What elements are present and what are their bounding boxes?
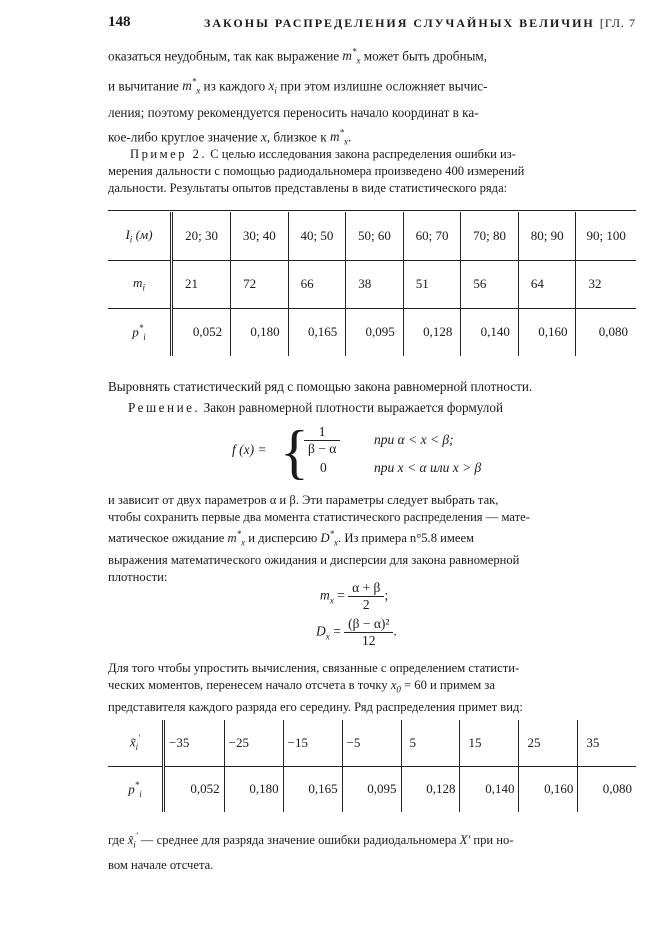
probability-cell: 0,080 (576, 308, 636, 356)
interval-cell: 40; 50 (288, 212, 346, 260)
interval-cell: 30; 40 (231, 212, 289, 260)
table-row (108, 260, 636, 308)
interval-cell: 20; 30 (172, 212, 231, 260)
midpoint-cell: 35 (578, 720, 636, 766)
probability-cell: 0,165 (288, 308, 346, 356)
table1-top-rule (108, 210, 636, 211)
midpoint-cell: 25 (519, 720, 578, 766)
frequency-cell: 72 (231, 260, 289, 308)
example-label: Пример 2. (130, 147, 208, 161)
task-paragraph: Выровнять статистический ряд с помощью закона равномерной плотности. Решение. Закон равномерной плотности выражается формулой (108, 379, 533, 415)
probability-cell: 0,165 (283, 766, 342, 812)
parameters-paragraph: и зависит от двух параметров α и β. Эти параметры следует выбрать так, чтобы сохранить первые два момента статистического распределения — мате- матическое ожидание $m^*_x$ и дисперсию $D^*_x$. Из примера n°5.8 имеем выражения математического ожидания и дисперсии для закона равномерной плотности: (108, 493, 530, 584)
statistical-series-table (108, 212, 636, 356)
probability-cell: 0,128 (403, 308, 461, 356)
intro-paragraph: оказаться неудобным, так как выражение $m^*_x$ может быть дробным, и вычитание $m^*_x$ из каждого $x_i$ при этом излишне осложняет вычис- ления; поэтому рекомендуется переносить начало координат в ка- кое-либо круглое значение x, близкое к $m^*_x$. (108, 47, 488, 148)
variance-formula: $D_x$ = $\frac{\text{(β − α)²}}{12}$ . (316, 616, 397, 648)
frequency-cell: 66 (288, 260, 346, 308)
frequency-cell: 64 (518, 260, 576, 308)
probability-cell: 0,140 (461, 308, 519, 356)
midpoint-cell: −35 (164, 720, 225, 766)
probability-cell: 0,128 (401, 766, 460, 812)
midpoint-cell: −25 (224, 720, 283, 766)
chapter-marker: [ГЛ. 7 (599, 16, 636, 30)
fraction: $\frac{1}{\beta - \alpha}$ (304, 424, 340, 457)
probability-cell: 0,180 (224, 766, 283, 812)
density-formula: f (x) = { $\frac{1}{\beta - \alpha}$ при α < x < β; 0 при x < α или x > β (232, 419, 482, 485)
probability-cell: 0,160 (519, 766, 578, 812)
page-header (108, 14, 636, 36)
frequency-cell: 51 (403, 260, 461, 308)
interval-cell: 80; 90 (518, 212, 576, 260)
interval-cell: 90; 100 (576, 212, 636, 260)
brace-symbol: { (280, 419, 309, 485)
midpoint-cell: −15 (283, 720, 342, 766)
probability-cell: 0,095 (346, 308, 404, 356)
running-title: ЗАКОНЫ РАСПРЕДЕЛЕНИЯ СЛУЧАЙНЫХ ВЕЛИЧИН (204, 16, 595, 30)
table-row (108, 308, 636, 356)
row-head-relative-frequency: $p^*_i$ (128, 779, 142, 799)
frequency-cell: 32 (576, 260, 636, 308)
probability-cell: 0,160 (518, 308, 576, 356)
row-head-relative-frequency: $p^*_i$ (132, 322, 146, 342)
table-row (108, 720, 636, 766)
midpoint-cell: −5 (342, 720, 401, 766)
probability-cell: 0,052 (172, 308, 231, 356)
solution-label: Решение. (128, 400, 201, 415)
probability-cell: 0,052 (164, 766, 225, 812)
interval-cell: 50; 60 (346, 212, 404, 260)
probability-cell: 0,180 (231, 308, 289, 356)
probability-cell: 0,140 (460, 766, 519, 812)
interval-cell: 60; 70 (403, 212, 461, 260)
interval-cell: 70; 80 (461, 212, 519, 260)
shift-paragraph: Для того чтобы упростить вычисления, связанные с определением статисти- ческих моментов, перенесем начало отсчета в точку $x_0 = 60$ и примем за представителя каждого разряда его середину. Ряд распределения примет вид: (108, 661, 523, 714)
row-head-frequency: $m_i$ (108, 260, 172, 308)
example-paragraph: Пример 2. С целью исследования закона распределения ошибки из- мерения дальности с помощью радиодальномера произведено 400 измерений дальности. Результаты опытов представлены в виде статистического ряда: (108, 147, 525, 195)
row-head-interval: $I_i$ (м) (108, 212, 172, 260)
mean-formula: $m_x$ = $\frac{\alpha + \beta}{2}$ ; (320, 580, 389, 612)
frequency-cell: 38 (346, 260, 404, 308)
table-row (108, 212, 636, 260)
closing-paragraph: где $x̃_i'$ — среднее для разряда значение ошибки радиодальномера X′ при но- вом начале отсчета. (108, 831, 514, 872)
page-number: 148 (108, 14, 131, 30)
midpoint-cell: 5 (401, 720, 460, 766)
frequency-cell: 21 (172, 260, 231, 308)
midpoint-cell: 15 (460, 720, 519, 766)
frequency-cell: 56 (461, 260, 519, 308)
row-head-midpoint: $x̃_i'$ (108, 720, 164, 766)
table-row (108, 766, 636, 812)
probability-cell: 0,095 (342, 766, 401, 812)
shifted-series-table (108, 720, 636, 812)
probability-cell: 0,080 (578, 766, 636, 812)
